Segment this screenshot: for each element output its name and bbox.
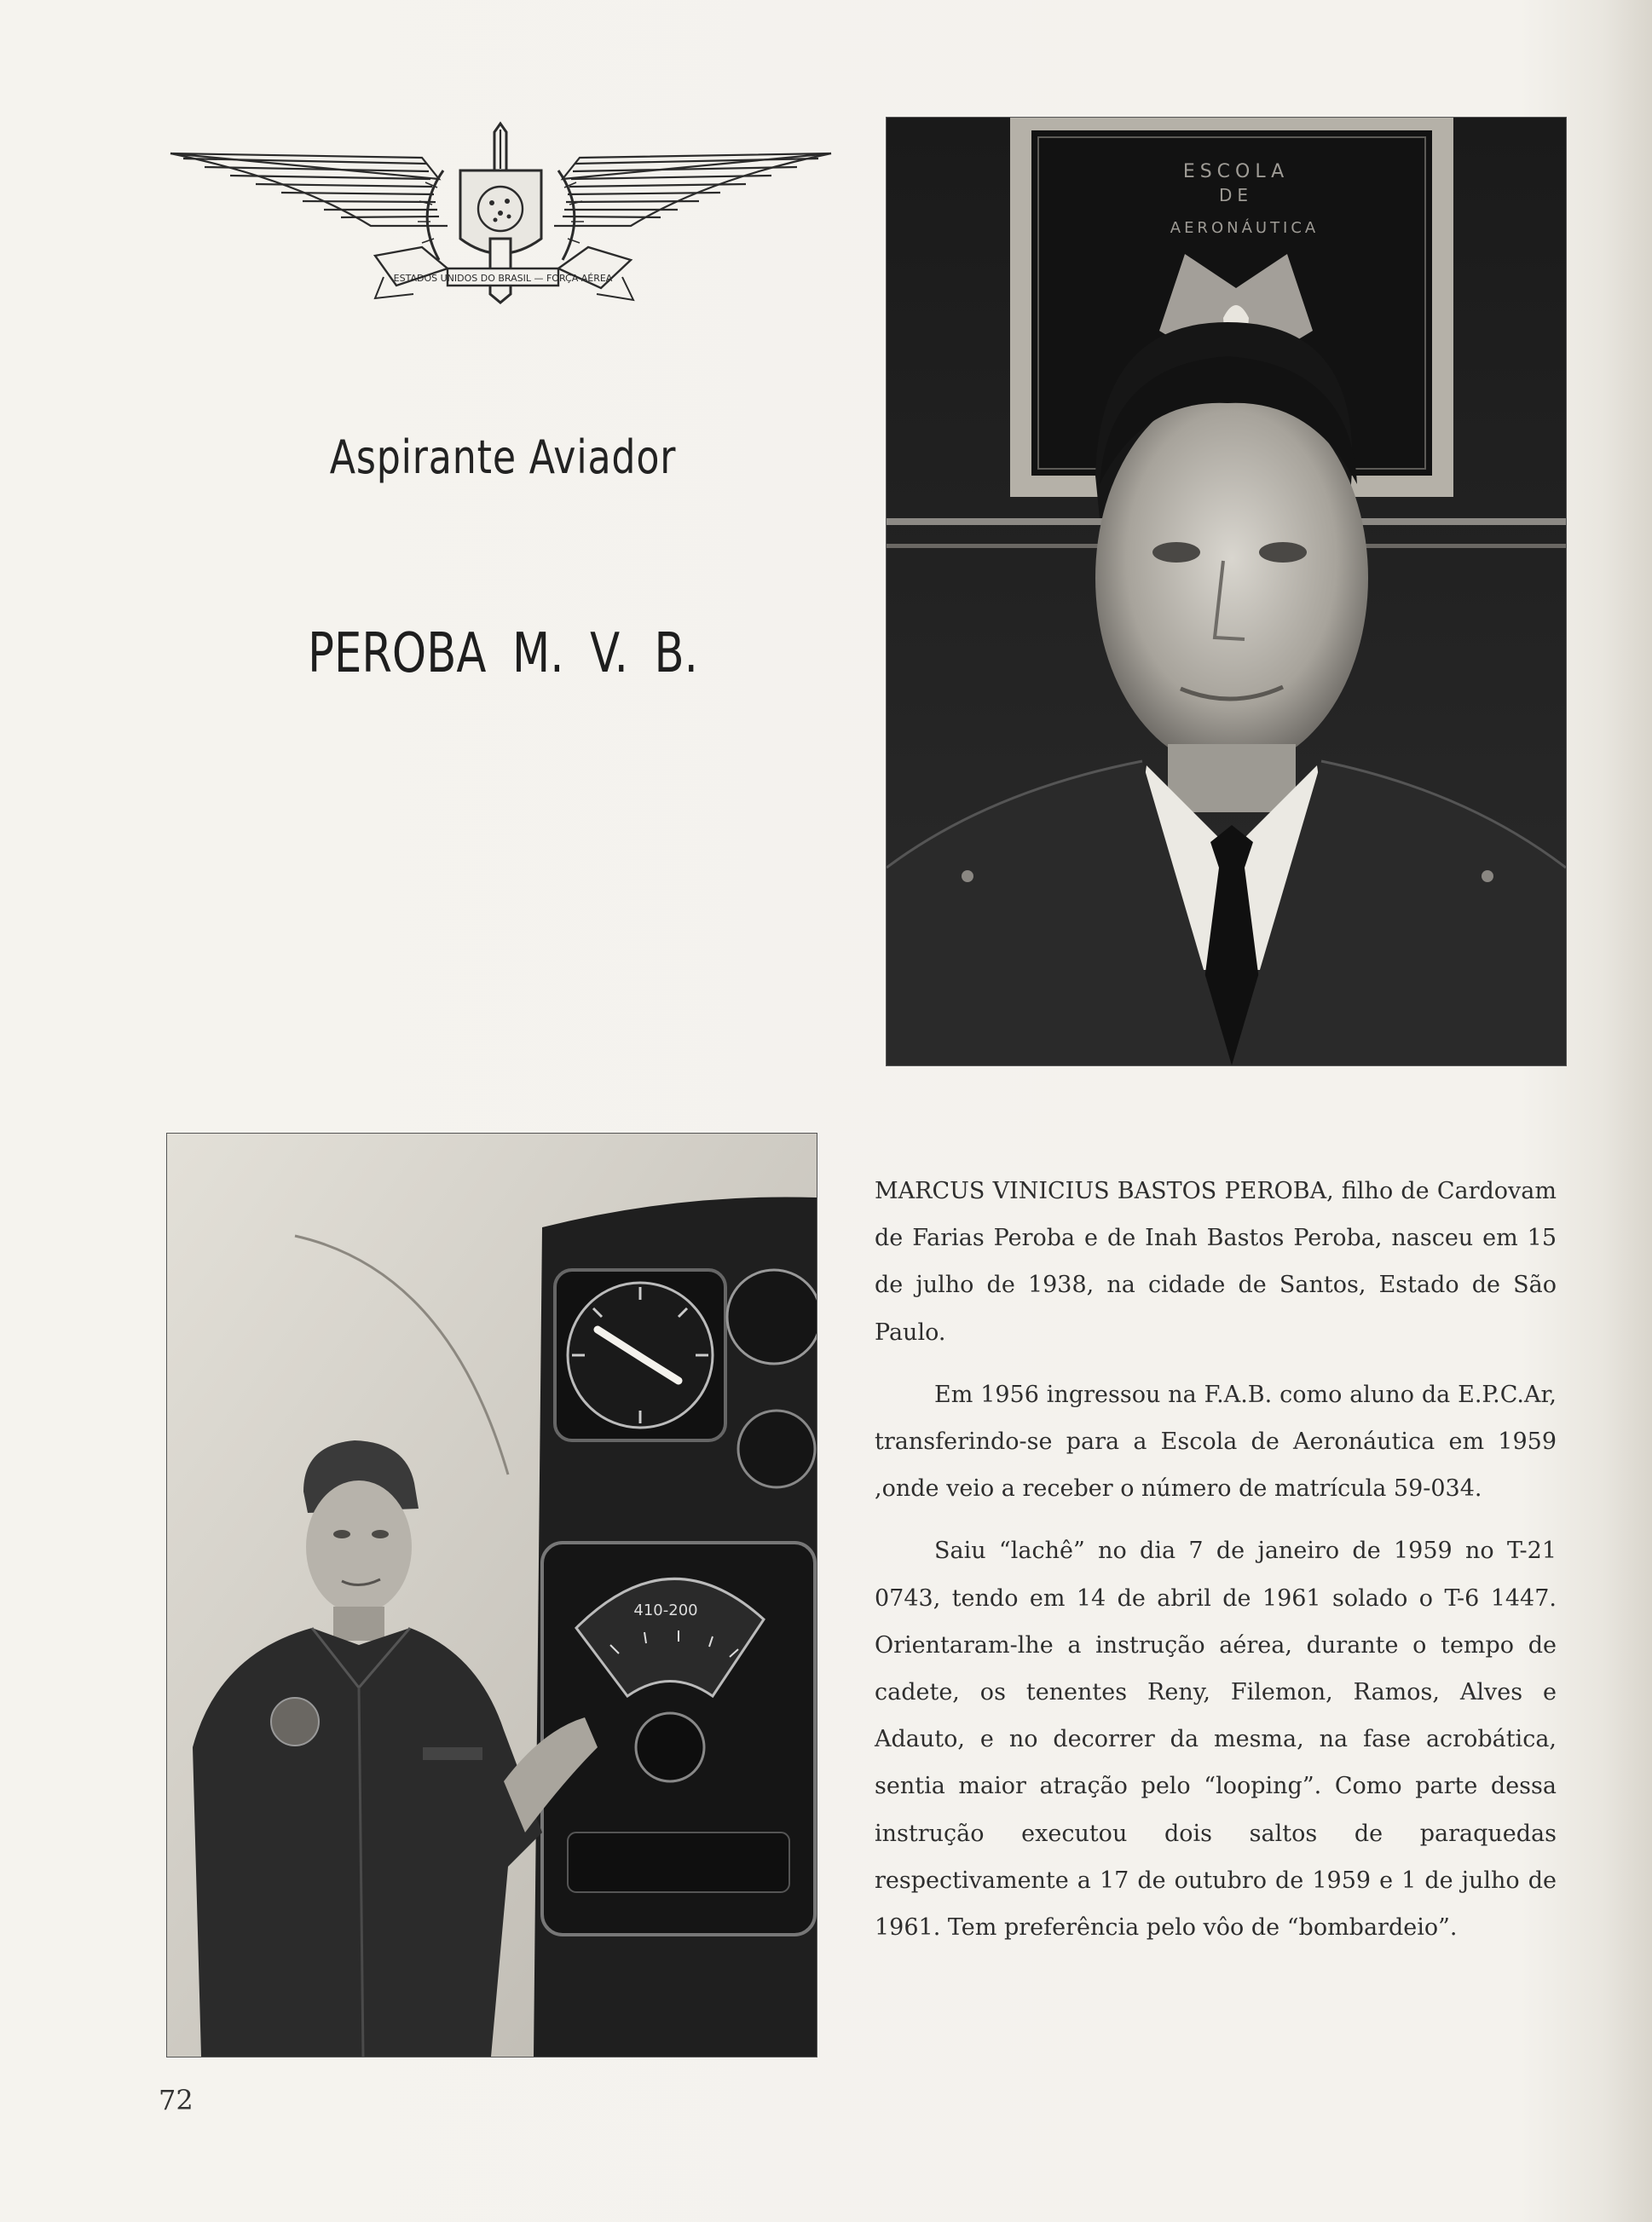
- gauge-label: 410-200: [633, 1602, 698, 1619]
- biography-paragraph: MARCUS VINICIUS BASTOS PEROBA, filho de Cardovam de Farias Peroba e de Inah Bastos Peroba, nasceu em 15 de julho de 1938, na cidade de Santos, Estado de São Paulo.: [875, 1178, 1557, 1346]
- emblem-inscription: ESTADOS UNIDOS DO BRASIL — FORÇA AÉREA: [393, 273, 613, 284]
- biography-paragraph: Em 1956 ingressou na F.A.B. como aluno da E.P.C.Ar, transferindo-se para a Escola de Aeronáutica em 1959 ,onde veio a receber o número de matrícula 59-034.: [875, 1381, 1557, 1503]
- portrait-photo: [887, 118, 1566, 1065]
- cadet-name-heading: PEROBA M. V. B.: [308, 622, 698, 685]
- air-force-wings-emblem-icon: [166, 119, 835, 315]
- plaque-line-3: AERONÁUTICA: [1170, 219, 1320, 237]
- biography-text: [875, 1168, 1557, 1966]
- rank-title: Aspirante Aviador: [329, 430, 677, 484]
- biography-paragraph: Saiu “lachê” no dia 7 de janeiro de 1959 no T-21 0743, tendo em 14 de abril de 1961 solado o T-6 1447. Orientaram-lhe a instrução aérea, durante o tempo de cadete, os tenentes Reny, Filemon, Ramos, Alves e Adauto, e no decorrer da mesma, na fase acrobática, sentia maior atração pelo “looping”. Como parte dessa instrução executou dois saltos de paraquedas respectivamente a 17 de outubro de 1959 e 1 de julho de 1961. Tem preferência pelo vôo de “bombardeio”.: [875, 1538, 1557, 1942]
- plaque-line-2: DE: [1218, 185, 1254, 205]
- page-number: 72: [159, 2084, 194, 2116]
- cockpit-photo: [167, 1134, 817, 2057]
- plaque-line-1: ESCOLA: [1182, 161, 1290, 182]
